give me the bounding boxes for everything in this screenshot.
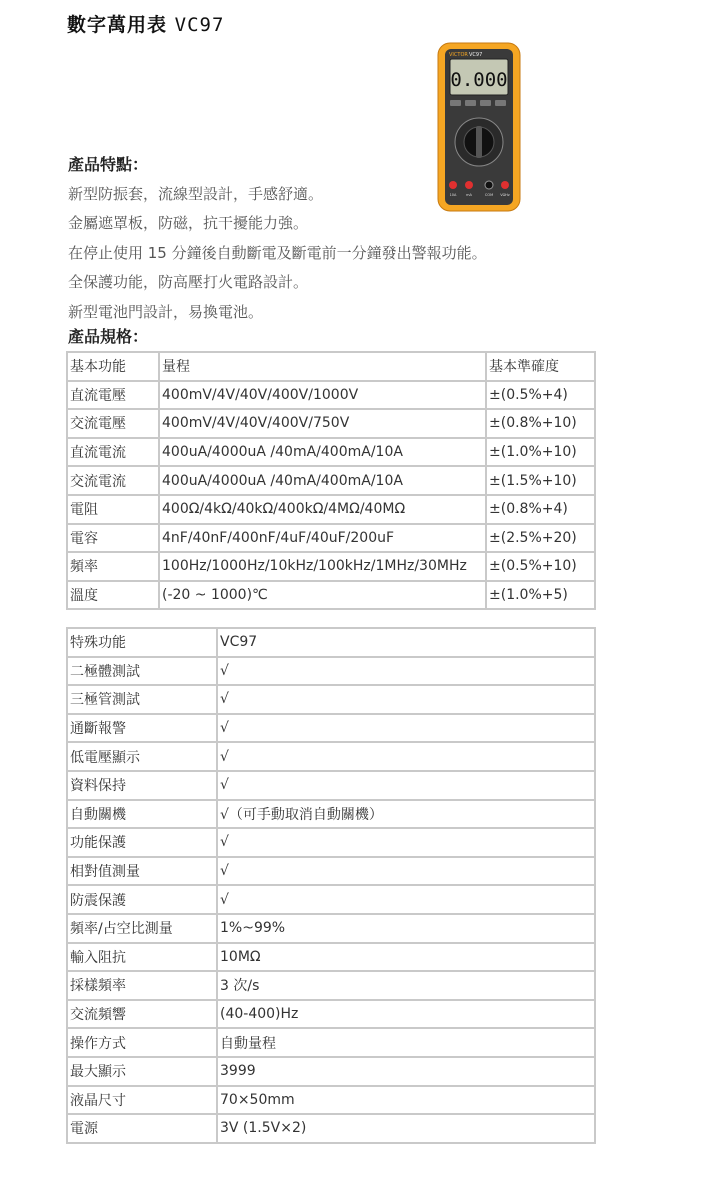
feature-item: 新型防振套，流線型設計，手感舒適。 bbox=[68, 185, 324, 203]
table-cell: (-20 ~ 1000)℃ bbox=[159, 581, 486, 610]
table-cell: 功能保護 bbox=[67, 828, 217, 857]
table-cell: 1%~99% bbox=[217, 914, 595, 943]
specs-header-row bbox=[67, 352, 595, 381]
table-row bbox=[67, 1057, 595, 1086]
table-row bbox=[67, 828, 595, 857]
table-cell: 400mV/4V/40V/400V/1000V bbox=[159, 381, 486, 410]
table-cell: 直流電流 bbox=[67, 438, 159, 467]
header-cell: 量程 bbox=[159, 352, 486, 381]
table-cell: √ bbox=[217, 657, 595, 686]
table-row bbox=[67, 885, 595, 914]
table-row bbox=[67, 438, 595, 467]
table-cell: 液晶尺寸 bbox=[67, 1086, 217, 1115]
table-row bbox=[67, 552, 595, 581]
brand-label: VICTOR bbox=[449, 52, 468, 58]
special-functions-table bbox=[66, 627, 596, 1144]
model-label: VC97 bbox=[469, 52, 483, 58]
table-cell: 輸入阻抗 bbox=[67, 943, 217, 972]
table-row bbox=[67, 742, 595, 771]
table-cell: ±(0.5%+10) bbox=[486, 552, 595, 581]
table-row bbox=[67, 495, 595, 524]
table-cell: ±(2.5%+20) bbox=[486, 524, 595, 553]
table-cell: (40-400)Hz bbox=[217, 1000, 595, 1029]
table-row bbox=[67, 381, 595, 410]
table-row bbox=[67, 524, 595, 553]
table-cell: 採樣頻率 bbox=[67, 971, 217, 1000]
table-cell: 頻率/占空比測量 bbox=[67, 914, 217, 943]
table-cell: ±(0.8%+4) bbox=[486, 495, 595, 524]
table-row bbox=[67, 1086, 595, 1115]
feature-item: 金屬遮罩板，防磁，抗干擾能力強。 bbox=[68, 214, 309, 233]
table-cell: 400mV/4V/40V/400V/750V bbox=[159, 409, 486, 438]
terminal-v-label: VΩHz bbox=[500, 193, 510, 197]
table-cell: 二極體測試 bbox=[67, 657, 217, 686]
table-row bbox=[67, 685, 595, 714]
table-cell: ±(1.5%+10) bbox=[486, 466, 595, 495]
header-cell: 基本準確度 bbox=[486, 352, 595, 381]
table-row bbox=[67, 800, 595, 829]
table-cell: 防震保護 bbox=[67, 885, 217, 914]
feature-item: 新型電池門設計，易換電池。 bbox=[68, 302, 264, 321]
table-cell: 400Ω/4kΩ/40kΩ/400kΩ/4MΩ/40MΩ bbox=[159, 495, 486, 524]
specs-table bbox=[66, 351, 596, 610]
table-cell: 交流電流 bbox=[67, 466, 159, 495]
terminal-ma-label: mA bbox=[466, 193, 472, 197]
table-row bbox=[67, 914, 595, 943]
title-text: 數字萬用表 bbox=[67, 14, 168, 36]
table-row bbox=[67, 1114, 595, 1143]
table-cell: 3 次/s bbox=[217, 971, 595, 1000]
table-cell: 自動量程 bbox=[217, 1028, 595, 1057]
table-cell: √ bbox=[217, 742, 595, 771]
table-cell: 400uA/4000uA /40mA/400mA/10A bbox=[159, 438, 486, 467]
terminal-10a-label: 10A bbox=[449, 193, 457, 197]
table-cell: 溫度 bbox=[67, 581, 159, 610]
table-cell: 交流電壓 bbox=[67, 409, 159, 438]
table-cell: √ bbox=[217, 685, 595, 714]
table-cell: 頻率 bbox=[67, 552, 159, 581]
table-cell: ±(1.0%+5) bbox=[486, 581, 595, 610]
table-cell: √ bbox=[217, 885, 595, 914]
specs-heading: 產品規格： bbox=[68, 327, 149, 346]
table-cell: 直流電壓 bbox=[67, 381, 159, 410]
table-cell: 特殊功能 bbox=[67, 628, 217, 657]
table-row bbox=[67, 466, 595, 495]
table-row bbox=[67, 714, 595, 743]
table-cell: 100Hz/1000Hz/10kHz/100kHz/1MHz/30MHz bbox=[159, 552, 486, 581]
table-row bbox=[67, 628, 595, 657]
table-row bbox=[67, 771, 595, 800]
table-cell: ±(0.5%+4) bbox=[486, 381, 595, 410]
table-cell: VC97 bbox=[217, 628, 595, 657]
table-cell: 交流頻響 bbox=[67, 1000, 217, 1029]
table-cell: 操作方式 bbox=[67, 1028, 217, 1057]
table-cell: 4nF/40nF/400nF/4uF/40uF/200uF bbox=[159, 524, 486, 553]
table-cell: √ bbox=[217, 771, 595, 800]
table-cell: 電阻 bbox=[67, 495, 159, 524]
header-cell: 基本功能 bbox=[67, 352, 159, 381]
table-cell: ±(0.8%+10) bbox=[486, 409, 595, 438]
table-row bbox=[67, 409, 595, 438]
table-cell: √ bbox=[217, 828, 595, 857]
table-cell: 400uA/4000uA /40mA/400mA/10A bbox=[159, 466, 486, 495]
table-cell: 70×50mm bbox=[217, 1086, 595, 1115]
table-cell: 通斷報警 bbox=[67, 714, 217, 743]
title-model: VC97 bbox=[174, 14, 225, 36]
terminal-com-label: COM bbox=[484, 193, 494, 197]
table-row bbox=[67, 1000, 595, 1029]
table-cell: 自動關機 bbox=[67, 800, 217, 829]
feature-item: 全保護功能，防高壓打火電路設計。 bbox=[68, 273, 309, 292]
table-cell: √ bbox=[217, 714, 595, 743]
table-cell: 低電壓顯示 bbox=[67, 742, 217, 771]
feature-item: 在停止使用 15 分鐘後自動斷電及斷電前一分鐘發出警報功能。 bbox=[68, 243, 487, 262]
table-row bbox=[67, 943, 595, 972]
table-row bbox=[67, 1028, 595, 1057]
page-title bbox=[67, 10, 224, 37]
table-cell: 3V (1.5V×2) bbox=[217, 1114, 595, 1143]
table-row bbox=[67, 581, 595, 610]
table-cell: 相對值測量 bbox=[67, 857, 217, 886]
table-row bbox=[67, 971, 595, 1000]
table-cell: 最大顯示 bbox=[67, 1057, 217, 1086]
table-cell: 10MΩ bbox=[217, 943, 595, 972]
table-row bbox=[67, 857, 595, 886]
table-cell: ±(1.0%+10) bbox=[486, 438, 595, 467]
table-cell: 三極管測試 bbox=[67, 685, 217, 714]
table-cell: 資料保持 bbox=[67, 771, 217, 800]
table-cell: 3999 bbox=[217, 1057, 595, 1086]
table-cell: √ bbox=[217, 857, 595, 886]
table-cell: √（可手動取消自動關機） bbox=[217, 800, 595, 829]
table-cell: 電容 bbox=[67, 524, 159, 553]
features-heading: 產品特點： bbox=[68, 155, 149, 174]
table-row bbox=[67, 657, 595, 686]
features-list bbox=[68, 180, 487, 327]
lcd-reading: 0.000 bbox=[450, 69, 508, 91]
table-cell: 電源 bbox=[67, 1114, 217, 1143]
